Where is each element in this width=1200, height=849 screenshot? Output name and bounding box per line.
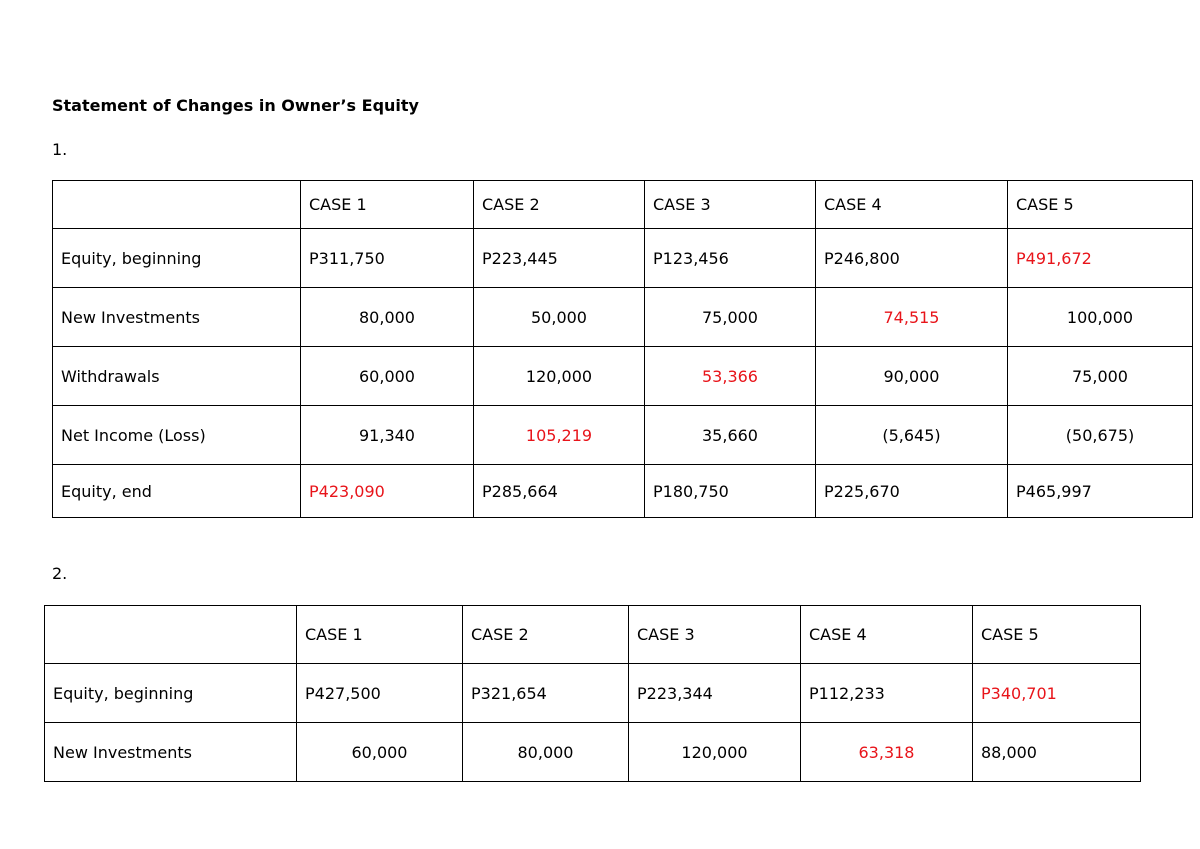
table-row: [53, 229, 1193, 288]
table-row: [53, 465, 1193, 518]
table-cell: P340,701: [973, 664, 1141, 723]
table-cell: P225,670: [816, 465, 1008, 518]
table-cell: P311,750: [301, 229, 474, 288]
equity-table-2: [44, 605, 1141, 782]
table-cell: P123,456: [645, 229, 816, 288]
header-cell-empty: [53, 181, 301, 229]
table-row: [53, 347, 1193, 406]
table-cell: 91,340: [301, 406, 474, 465]
section-number-2: 2.: [52, 564, 68, 583]
table-cell: 50,000: [474, 288, 645, 347]
table-cell: 80,000: [301, 288, 474, 347]
header-cell-case-1: CASE 1: [301, 181, 474, 229]
header-cell-empty: [45, 606, 297, 664]
row-label: Withdrawals: [53, 347, 301, 406]
table-cell: 88,000: [973, 723, 1141, 782]
header-cell-case-2: CASE 2: [474, 181, 645, 229]
table-cell: 53,366: [645, 347, 816, 406]
equity-table-1: [52, 180, 1193, 518]
header-cell-case-4: CASE 4: [816, 181, 1008, 229]
table-cell: P427,500: [297, 664, 463, 723]
table-cell: P223,445: [474, 229, 645, 288]
table-cell: 60,000: [297, 723, 463, 782]
table-cell: P465,997: [1008, 465, 1193, 518]
header-cell-case-2: CASE 2: [463, 606, 629, 664]
header-cell-case-1: CASE 1: [297, 606, 463, 664]
table-row: [45, 664, 1141, 723]
table-cell: P180,750: [645, 465, 816, 518]
table-cell: P285,664: [474, 465, 645, 518]
table-cell: (5,645): [816, 406, 1008, 465]
table-cell: P423,090: [301, 465, 474, 518]
table-cell: 74,515: [816, 288, 1008, 347]
table-cell: 35,660: [645, 406, 816, 465]
table-cell: P321,654: [463, 664, 629, 723]
table-cell: 60,000: [301, 347, 474, 406]
header-cell-case-5: CASE 5: [1008, 181, 1193, 229]
table-cell: 63,318: [801, 723, 973, 782]
table-cell: P491,672: [1008, 229, 1193, 288]
header-cell-case-3: CASE 3: [629, 606, 801, 664]
table-row: [53, 406, 1193, 465]
header-cell-case-4: CASE 4: [801, 606, 973, 664]
table-cell: 75,000: [645, 288, 816, 347]
table-cell: 80,000: [463, 723, 629, 782]
row-label: Equity, beginning: [45, 664, 297, 723]
table-cell: 120,000: [474, 347, 645, 406]
table-cell: P223,344: [629, 664, 801, 723]
row-label: Equity, beginning: [53, 229, 301, 288]
table-cell: 100,000: [1008, 288, 1193, 347]
table-header-row: [45, 606, 1141, 664]
table-cell: 105,219: [474, 406, 645, 465]
table-cell: 120,000: [629, 723, 801, 782]
page-title: Statement of Changes in Owner’s Equity: [52, 96, 419, 115]
table-cell: (50,675): [1008, 406, 1193, 465]
header-cell-case-3: CASE 3: [645, 181, 816, 229]
table-cell: 75,000: [1008, 347, 1193, 406]
table-header-row: [53, 181, 1193, 229]
header-cell-case-5: CASE 5: [973, 606, 1141, 664]
table-row: [53, 288, 1193, 347]
row-label: New Investments: [53, 288, 301, 347]
table-cell: 90,000: [816, 347, 1008, 406]
table-cell: P246,800: [816, 229, 1008, 288]
table-cell: P112,233: [801, 664, 973, 723]
table-row: [45, 723, 1141, 782]
row-label: Net Income (Loss): [53, 406, 301, 465]
section-number-1: 1.: [52, 140, 68, 159]
row-label: Equity, end: [53, 465, 301, 518]
row-label: New Investments: [45, 723, 297, 782]
